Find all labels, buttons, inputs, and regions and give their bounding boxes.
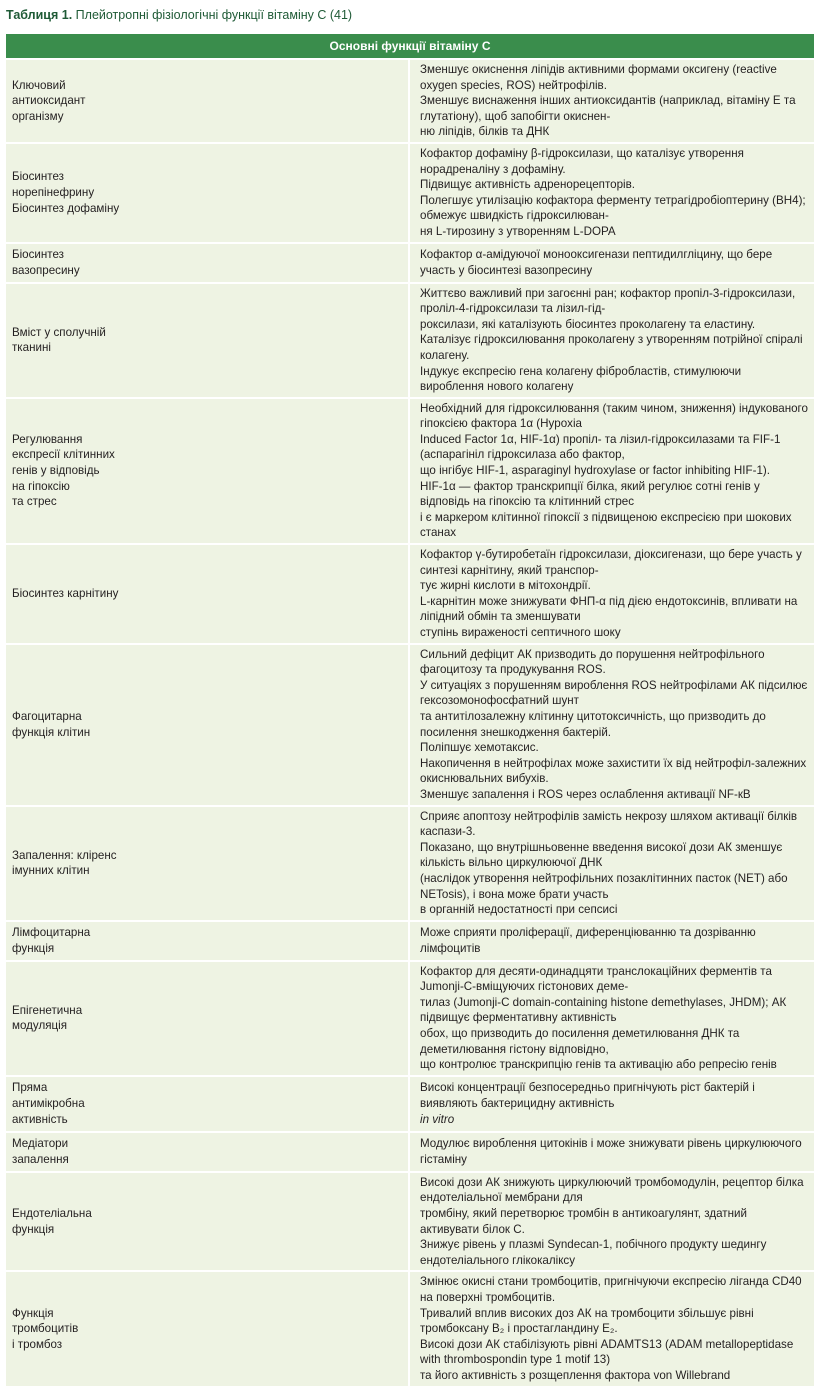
- function-name-cell: [6, 60, 410, 142]
- description-line: HIF-1α — фактор транскрипції білка, який регулює сотні генів у відповідь на гіпоксію та клітинний стрес: [420, 479, 760, 509]
- function-name-line: тканині: [12, 341, 51, 355]
- function-description-cell: [410, 1173, 814, 1271]
- description-line: Кофактор дофаміну β-гідроксилази, що каталізує утворення норадреналіну з дофаміну.: [420, 146, 744, 176]
- function-name-line: Епігенетична: [12, 1003, 83, 1017]
- function-description-cell: [410, 807, 814, 920]
- description-line: Модулює вироблення цитокінів і може знижувати рівень циркулюючого гістаміну: [420, 1137, 802, 1166]
- table-body: [6, 60, 814, 1386]
- function-name-line: імунних клітин: [12, 864, 90, 878]
- description-line: ступінь вираженості септичного шоку: [420, 626, 621, 639]
- function-description-cell: [410, 284, 814, 397]
- description-line: У ситуаціях з порушенням вироблення ROS нейтрофілами АК підсилює гексозомонофосфатний шунт: [420, 678, 808, 708]
- description-line: Знижує рівень у плазмі Syndecan-1, побічного продукту шедингу ендотеліального глікокаліксу: [420, 1238, 767, 1267]
- function-name-cell: [6, 922, 410, 960]
- description-line: in vitro: [420, 1112, 455, 1126]
- table-header-row: [6, 34, 814, 58]
- table-caption-label: Таблиця 1.: [6, 8, 73, 22]
- function-description-cell: [410, 1272, 814, 1385]
- description-line: ня L-тирозину з утворенням L-DOPA: [420, 224, 616, 238]
- description-line: Необхідний для гідроксилювання (таким чином, зниження) індукованого гіпоксією фактора 1α (Hypoxia: [420, 401, 808, 431]
- table-row: [6, 922, 814, 960]
- function-name-cell: [6, 1272, 410, 1385]
- description-line: що інгібує HIF-1, asparaginyl hydroxylase or factor inhibiting HIF-1).: [420, 464, 771, 478]
- function-name-line: Біосинтез: [12, 247, 64, 261]
- description-line: що контролює транскрипцію генів та активацію або репресію генів: [420, 1058, 777, 1072]
- function-name-line: організму: [12, 109, 64, 123]
- table-row: [6, 244, 814, 282]
- table-row: [6, 399, 814, 543]
- function-name-line: генів у відповідь: [12, 464, 100, 478]
- description-line: обох, що призводить до посилення деметилювання ДНК та деметилювання гістону відповідно,: [420, 1027, 740, 1056]
- description-line: Зменшує запалення і ROS через ослаблення активації NF-кВ: [420, 787, 751, 801]
- function-name-cell: [6, 545, 410, 643]
- function-name-cell: [6, 962, 410, 1075]
- function-description-cell: [410, 1077, 814, 1131]
- description-line: Кофактор γ-бутиробетаїн гідроксилази, діоксигенази, що бере участь у синтезі карнітину, який транспор-: [420, 548, 802, 577]
- table-row: [6, 545, 814, 643]
- table-row: [6, 1173, 814, 1271]
- function-name-cell: [6, 284, 410, 397]
- function-name-line: Фагоцитарна: [12, 709, 82, 723]
- function-name-line: експресії клітинних: [12, 448, 115, 462]
- function-name-line: Ендотеліальна: [12, 1207, 92, 1221]
- function-name-line: тромбоцитів: [12, 1322, 79, 1336]
- table-row: [6, 1077, 814, 1131]
- description-line: Накопичення в нейтрофілах може захистити їх від нейтрофіл-залежних окиснювальних вибухів.: [420, 756, 807, 786]
- function-name-line: Регулювання: [12, 432, 83, 446]
- description-line: тромбіну, який перетворює тромбін в антикоагулянт, здатний активувати білок С.: [420, 1207, 747, 1236]
- function-name-line: Пряма: [12, 1081, 48, 1095]
- function-name-line: запалення: [12, 1152, 69, 1166]
- function-name-line: функція: [12, 941, 55, 955]
- table-header: Основні функції вітаміну С: [6, 34, 814, 58]
- function-description-cell: [410, 399, 814, 543]
- function-name-cell: [6, 807, 410, 920]
- description-line: Зменшує виснаження інших антиоксидантів (наприклад, вітаміну Е та глутатіону), щоб запобігти окиснен-: [420, 94, 796, 123]
- function-name-cell: [6, 1133, 410, 1171]
- function-name-line: Вміст у сполучній: [12, 325, 106, 339]
- table-row: [6, 284, 814, 397]
- table-row: [6, 1133, 814, 1171]
- description-line: Каталізує гідроксилювання проколагену з утворенням потрійної спіралі колагену.: [420, 333, 803, 362]
- description-line: Induced Factor 1α, HIF-1α) пропіл- та лізил-гідроксилазами та FIF-1 (аспарагініл гідроксилаза або фактор,: [420, 432, 781, 462]
- function-name-cell: [6, 144, 410, 242]
- function-name-cell: [6, 244, 410, 282]
- function-name-cell: [6, 399, 410, 543]
- description-line: Змінює окисні стани тромбоцитів, пригнічуючи експресію ліганда CD40 на поверхні тромбоцитів.: [420, 1275, 802, 1304]
- description-line: Зменшує окиснення ліпідів активними формами оксигену (reactive oxygen species, ROS) нейтрофілів.: [420, 63, 777, 92]
- function-name-line: і тромбоз: [12, 1337, 63, 1351]
- function-name-line: Біосинтез карнітину: [12, 587, 119, 601]
- description-line: Кофактор для десяти-одинадцяти транслокаційних ферментів та Jumonji-С-вміщуючих гістонових деме-: [420, 964, 772, 994]
- function-description-cell: [410, 1133, 814, 1171]
- description-line: (наслідок утворення нейтрофільних позаклітинних пасток (NET) або NETosis), і вона може брати участь: [420, 871, 788, 901]
- description-line: Сильний дефіцит АК призводить до порушення нейтрофільного фагоцитозу та продукування ROS.: [420, 647, 765, 677]
- function-name-cell: [6, 645, 410, 805]
- description-line: Сприяє апоптозу нейтрофілів замість некрозу шляхом активації білків каспази-3.: [420, 809, 798, 839]
- table-row: [6, 962, 814, 1075]
- description-line: Високі дози АК знижують циркулюючий тромбомодулін, рецептор білка ендотеліальної мембрани для: [420, 1175, 804, 1205]
- table-row: [6, 807, 814, 920]
- function-name-line: функція клітин: [12, 725, 91, 739]
- function-description-cell: [410, 244, 814, 282]
- function-description-cell: [410, 144, 814, 242]
- function-name-line: Біосинтез дофаміну: [12, 201, 120, 215]
- description-line: Підвищує активність адренорецепторів.: [420, 178, 635, 192]
- function-description-cell: [410, 60, 814, 142]
- function-name-line: норепінефрину: [12, 185, 95, 199]
- description-line: Показано, що внутрішньовенне введення високої дози АК зменшує кількість вільно циркулюючої ДНК: [420, 840, 783, 870]
- function-name-line: антиоксидант: [12, 94, 86, 108]
- table-row: [6, 645, 814, 805]
- function-name-line: активність: [12, 1112, 68, 1126]
- description-line: ню ліпідів, білків та ДНК: [420, 125, 550, 139]
- function-description-cell: [410, 922, 814, 960]
- description-line: та антитілозалежну клітинну цитотоксичність, що призводить до посилення знешкодження бактерій.: [420, 709, 766, 739]
- table-caption-title: Плейотропні фізіологічні функції вітаміну С (41): [75, 8, 353, 22]
- function-name-cell: [6, 1173, 410, 1271]
- description-line: Поліпшує хемотаксис.: [420, 741, 539, 755]
- function-name-cell: [6, 1077, 410, 1131]
- description-line: тує жирні кислоти в мітохондрії.: [420, 579, 591, 593]
- function-description-cell: [410, 645, 814, 805]
- function-name-line: Медіатори: [12, 1137, 69, 1151]
- description-line: Кофактор α-амідуючої монооксигенази пептидилгліцину, що бере участь у біосинтезі вазопресину: [420, 247, 773, 277]
- description-line: роксилази, які каталізують біосинтез проколагену та еластину.: [420, 317, 756, 331]
- functions-table: [6, 32, 814, 1388]
- function-description-cell: [410, 962, 814, 1075]
- function-name-line: Біосинтез: [12, 170, 64, 184]
- function-name-line: Запалення: кліренс: [12, 848, 117, 862]
- description-line: Індукує експресію гена колагену фібробластів, стимулюючи вироблення нового колагену: [420, 364, 742, 394]
- description-line: Високі концентрації безпосередньо пригнічують ріст бактерій і виявляють бактерицидну активність: [420, 1081, 755, 1111]
- function-name-line: Ключовий: [12, 78, 66, 92]
- description-line: Життєво важливий при загоєнні ран; кофактор пропіл-3-гідроксилази, проліл-4-гідроксилази та лізил-гід-: [420, 286, 796, 316]
- description-line: Може сприяти проліферації, диференціюванню та дозріванню лімфоцитів: [420, 926, 756, 955]
- description-line: і є маркером клітинної гіпоксії з підвищеною експресією при шокових станах: [420, 510, 792, 540]
- description-line: L-карнітин може знижувати ФНП-α під дією ендотоксинів, впливати на ліпідний обмін та зменшувати: [420, 594, 798, 624]
- table-row: [6, 60, 814, 142]
- description-line: в органній недостатності при сепсисі: [420, 903, 618, 917]
- function-name-line: антимікробна: [12, 1097, 85, 1111]
- table-caption: [6, 4, 816, 26]
- description-line: Високі дози АК стабілізують рівні ADAMTS13 (ADAM metallopeptidase with thrombospondin type 1 motif 13): [420, 1337, 794, 1367]
- description-line: Полегшує утилізацію кофактора ферменту тетрагідробіоптерину (ВН4); обмежує швидкість гідроксилюван-: [420, 193, 806, 223]
- function-description-cell: [410, 545, 814, 643]
- function-name-line: на гіпоксію: [12, 479, 70, 493]
- function-name-line: модуляція: [12, 1019, 68, 1033]
- table-row: [6, 1272, 814, 1385]
- function-name-line: вазопресину: [12, 263, 80, 277]
- function-name-line: та стрес: [12, 495, 57, 509]
- description-line: Тривалий вплив високих доз АК на тромбоцити збільшує рівні тромбоксану B₂ і простагландину E₂.: [420, 1306, 754, 1336]
- function-name-line: Функція: [12, 1306, 54, 1320]
- description-line: та його активність з розщеплення фактора von Willebrand: [420, 1368, 731, 1382]
- function-name-line: Лімфоцитарна: [12, 926, 91, 940]
- table-row: [6, 144, 814, 242]
- function-name-line: функція: [12, 1222, 55, 1236]
- description-line: тилаз (Jumonji-C domain-containing histone demethylases, JHDM); АК підвищує ферментативну активність: [420, 995, 787, 1025]
